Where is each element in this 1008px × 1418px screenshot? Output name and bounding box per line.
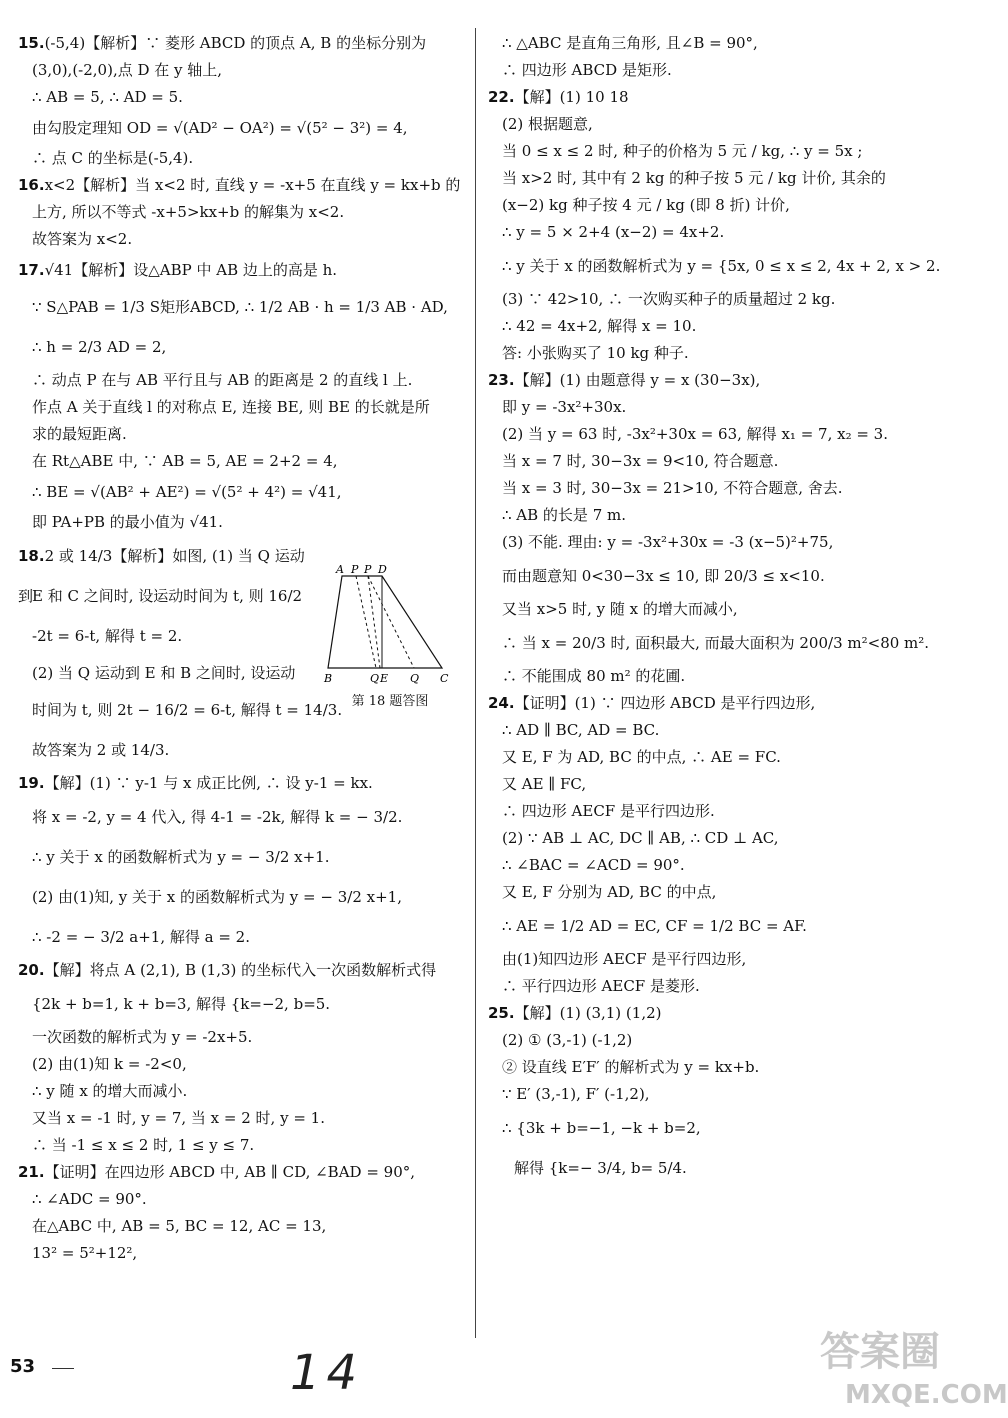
answer-line: ∴ AD ∥ BC, AD = BC.	[502, 721, 660, 739]
point-label-q: Q	[410, 672, 420, 685]
answer-line: 19.【解】(1) ∵ y-1 与 x 成正比例, ∴ 设 y-1 = kx.	[18, 774, 373, 792]
figure-18	[320, 564, 460, 714]
answer-line: ∴ 当 x = 20/3 时, 面积最大, 而最大面积为 200/3 m²<80 m².	[502, 634, 930, 652]
answer-line: 当 0 ≤ x ≤ 2 时, 种子的价格为 5 元 / kg, ∴ y = 5x ;	[502, 142, 863, 160]
answer-line: 又当 x>5 时, y 随 x 的增大而减小,	[502, 600, 738, 618]
answer-line: (x−2) kg 种子按 4 元 / kg (即 8 折) 计价,	[502, 196, 790, 214]
point-label-e: E	[380, 672, 389, 685]
answer-text: (-5,4)【解析】∵ 菱形 ABCD 的顶点 A, B 的坐标分别为	[44, 34, 427, 52]
answer-line: ∴ 四边形 AECF 是平行四边形.	[502, 802, 715, 820]
answer-line: 22.【解】(1) 10 18	[488, 88, 629, 106]
answer-line: (2) 当 y = 63 时, -3x²+30x = 63, 解得 x₁ = 7, x₂ = 3.	[502, 425, 888, 443]
point-label-b: B	[324, 672, 333, 685]
answer-line: ∵ E′ (3,-1), F′ (-1,2),	[502, 1085, 650, 1103]
point-label-d: D	[378, 563, 387, 576]
answer-line: ∴ 平行四边形 AECF 是菱形.	[502, 977, 700, 995]
trapezoid-diagram	[320, 564, 460, 684]
point-label-q: Q	[370, 672, 380, 685]
answer-line: 又当 x = -1 时, y = 7, 当 x = 2 时, y = 1.	[32, 1109, 325, 1127]
answer-line: 又 E, F 分别为 AD, BC 的中点,	[502, 883, 717, 901]
answer-line: (3) 不能. 理由: y = -3x²+30x = -3 (x−5)²+75,	[502, 533, 834, 551]
point-label-a: A	[336, 563, 344, 576]
handwritten-mark: 14	[290, 1345, 364, 1401]
answer-line: ∴ h = 2/3 AD = 2,	[32, 338, 167, 356]
answer-line: 在△ABC 中, AB = 5, BC = 12, AC = 13,	[32, 1217, 327, 1235]
answer-line: 作点 A 关于直线 l 的对称点 E, 连接 BE, 则 BE 的长就是所	[32, 398, 430, 416]
answer-line: 故答案为 x<2.	[32, 230, 133, 248]
answer-line: ∴ AB = 5, ∴ AD = 5.	[32, 88, 183, 106]
answer-line: 由(1)知四边形 AECF 是平行四边形,	[502, 950, 747, 968]
answer-line: ∴ {3k + b=−1, −k + b=2,	[502, 1119, 701, 1137]
answer-line: ∴ △ABC 是直角三角形, 且∠B = 90°,	[502, 34, 758, 52]
page-number: 53	[10, 1356, 36, 1377]
answer-line: ∴ 42 = 4x+2, 解得 x = 10.	[502, 317, 697, 335]
answer-line: 16.x<2【解析】当 x<2 时, 直线 y = -x+5 在直线 y = kx+b 的	[18, 176, 461, 194]
answer-line: (2) 由(1)知, y 关于 x 的函数解析式为 y = − 3/2 x+1,	[32, 888, 402, 906]
answer-line: ∴ BE = √(AB² + AE²) = √(5² + 4²) = √41,	[32, 483, 342, 501]
answer-line: 答: 小张购买了 10 kg 种子.	[502, 344, 689, 362]
question-number: 25.	[488, 1004, 515, 1022]
answer-line: (2) ∵ AB ⊥ AC, DC ∥ AB, ∴ CD ⊥ AC,	[502, 829, 779, 847]
question-number: 17.	[18, 261, 45, 279]
answer-line: E 和 C 之间时, 设运动时间为 t, 则 16/2	[32, 587, 303, 605]
trapezoid-shape	[328, 576, 442, 668]
answer-line: 13² = 5²+12²,	[32, 1244, 138, 1262]
question-number: 18.	[18, 547, 45, 565]
answer-line: (2) 当 Q 运动到 E 和 B 之间时, 设运动	[32, 664, 296, 682]
watermark-url: MXQE.COM	[845, 1380, 1008, 1410]
answer-line: 当 x = 7 时, 30−3x = 9<10, 符合题意.	[502, 452, 779, 470]
point-label-p: P	[364, 563, 372, 576]
answer-line: (3) ∵ 42>10, ∴ 一次购买种子的质量超过 2 kg.	[502, 290, 836, 308]
answer-line: ② 设直线 E′F′ 的解析式为 y = kx+b.	[502, 1058, 760, 1076]
answer-line: 17.√41【解析】设△ABP 中 AB 边上的高是 h.	[18, 261, 338, 279]
answer-line: ∴ 四边形 ABCD 是矩形.	[502, 61, 672, 79]
point-label-c: C	[440, 672, 449, 685]
answer-line: 由勾股定理知 OD = √(AD² − OA²) = √(5² − 3²) = 4,	[32, 119, 408, 137]
answer-line: 将 x = -2, y = 4 代入, 得 4-1 = -2k, 解得 k = − 3/2.	[32, 808, 403, 826]
answer-line: ∴ y 关于 x 的函数解析式为 y = {5x, 0 ≤ x ≤ 2, 4x + 2, x > 2.	[502, 257, 941, 275]
answer-line: ∴ 当 -1 ≤ x ≤ 2 时, 1 ≤ y ≤ 7.	[32, 1136, 255, 1154]
answer-line: ∵ S△PAB = 1/3 S矩形ABCD, ∴ 1/2 AB · h = 1/3 AB · AD,	[32, 298, 448, 316]
answer-line: 20.【解】将点 A (2,1), B (1,3) 的坐标代入一次函数解析式得	[18, 961, 437, 979]
question-number: 22.	[488, 88, 515, 106]
answer-line: ∴ 不能围成 80 m² 的花圃.	[502, 667, 686, 685]
answer-line: 又 AE ∥ FC,	[502, 775, 587, 793]
answer-line: 求的最短距离.	[32, 425, 127, 443]
answer-line: 18.2 或 14/3【解析】如图, (1) 当 Q 运动到	[18, 547, 305, 605]
answer-line: {2k + b=1, k + b=3, 解得 {k=−2, b=5.	[32, 995, 331, 1013]
answer-line: 一次函数的解析式为 y = -2x+5.	[32, 1028, 253, 1046]
dashed-segment	[356, 576, 376, 668]
dashed-segment	[368, 576, 380, 668]
answer-line: 时间为 t, 则 2t − 16/2 = 6-t, 解得 t = 14/3.	[32, 701, 343, 719]
answer-line: 23.【解】(1) 由题意得 y = x (30−3x),	[488, 371, 761, 389]
answer-line: 24.【证明】(1) ∵ 四边形 ABCD 是平行四边形,	[488, 694, 816, 712]
answer-line: ∴ y = 5 × 2+4 (x−2) = 4x+2.	[502, 223, 725, 241]
answer-line: 上方, 所以不等式 -x+5>kx+b 的解集为 x<2.	[32, 203, 345, 221]
figure-caption: 第 18 题答图	[351, 694, 429, 709]
answer-line: (2) 根据题意,	[502, 115, 593, 133]
answer-line: ∴ y 关于 x 的函数解析式为 y = − 3/2 x+1.	[32, 848, 330, 866]
answer-line: 即 PA+PB 的最小值为 √41.	[32, 513, 223, 531]
answer-line: ∴ 动点 P 在与 AB 平行且与 AB 的距离是 2 的直线 l 上.	[32, 371, 413, 389]
answer-line: ∴ y 随 x 的增大而减小.	[32, 1082, 188, 1100]
question-number: 16.	[18, 176, 45, 194]
answer-line: 当 x = 3 时, 30−3x = 21>10, 不符合题意, 舍去.	[502, 479, 843, 497]
answer-line: 在 Rt△ABE 中, ∵ AB = 5, AE = 2+2 = 4,	[32, 452, 338, 470]
answer-line: 当 x>2 时, 其中有 2 kg 的种子按 5 元 / kg 计价, 其余的	[502, 169, 886, 187]
answer-line: -2t = 6-t, 解得 t = 2.	[32, 627, 183, 645]
answer-line: 25.【解】(1) (3,1) (1,2)	[488, 1004, 662, 1022]
answer-line: 故答案为 2 或 14/3.	[32, 741, 170, 759]
answer-line: 而由题意知 0<30−3x ≤ 10, 即 20/3 ≤ x<10.	[502, 567, 825, 585]
question-number: 23.	[488, 371, 515, 389]
answer-line: ∴ 点 C 的坐标是(-5,4).	[32, 149, 194, 167]
right-column	[488, 30, 982, 1188]
column-divider	[475, 28, 476, 1338]
page-number-dash	[52, 1368, 74, 1369]
answer-line: 即 y = -3x²+30x.	[502, 398, 627, 416]
answer-line: ∴ -2 = − 3/2 a+1, 解得 a = 2.	[32, 928, 250, 946]
question-number: 24.	[488, 694, 515, 712]
answer-line: 又 E, F 为 AD, BC 的中点, ∴ AE = FC.	[502, 748, 781, 766]
answer-line: ∴ ∠BAC = ∠ACD = 90°.	[502, 856, 685, 874]
answer-line: ∴ ∠ADC = 90°.	[32, 1190, 147, 1208]
answer-line: ∴ AE = 1/2 AD = EC, CF = 1/2 BC = AF.	[502, 917, 807, 935]
answer-line: (3,0),(-2,0),点 D 在 y 轴上,	[32, 61, 223, 79]
question-number: 19.	[18, 774, 45, 792]
answer-line: 解得 {k=− 3/4, b= 5/4.	[514, 1159, 687, 1177]
watermark-logo: 答案圈	[820, 1329, 940, 1375]
answer-line	[18, 30, 464, 57]
point-label-p: P	[351, 563, 359, 576]
question-number: 20.	[18, 961, 45, 979]
answer-line: (2) ① (3,-1) (-1,2)	[502, 1031, 633, 1049]
question-number: 15.	[18, 34, 45, 52]
answer-line: 21.【证明】在四边形 ABCD 中, AB ∥ CD, ∠BAD = 90°,	[18, 1163, 416, 1181]
answer-line: ∴ AB 的长是 7 m.	[502, 506, 627, 524]
answer-line: (2) 由(1)知 k = -2<0,	[32, 1055, 187, 1073]
question-number: 21.	[18, 1163, 45, 1181]
